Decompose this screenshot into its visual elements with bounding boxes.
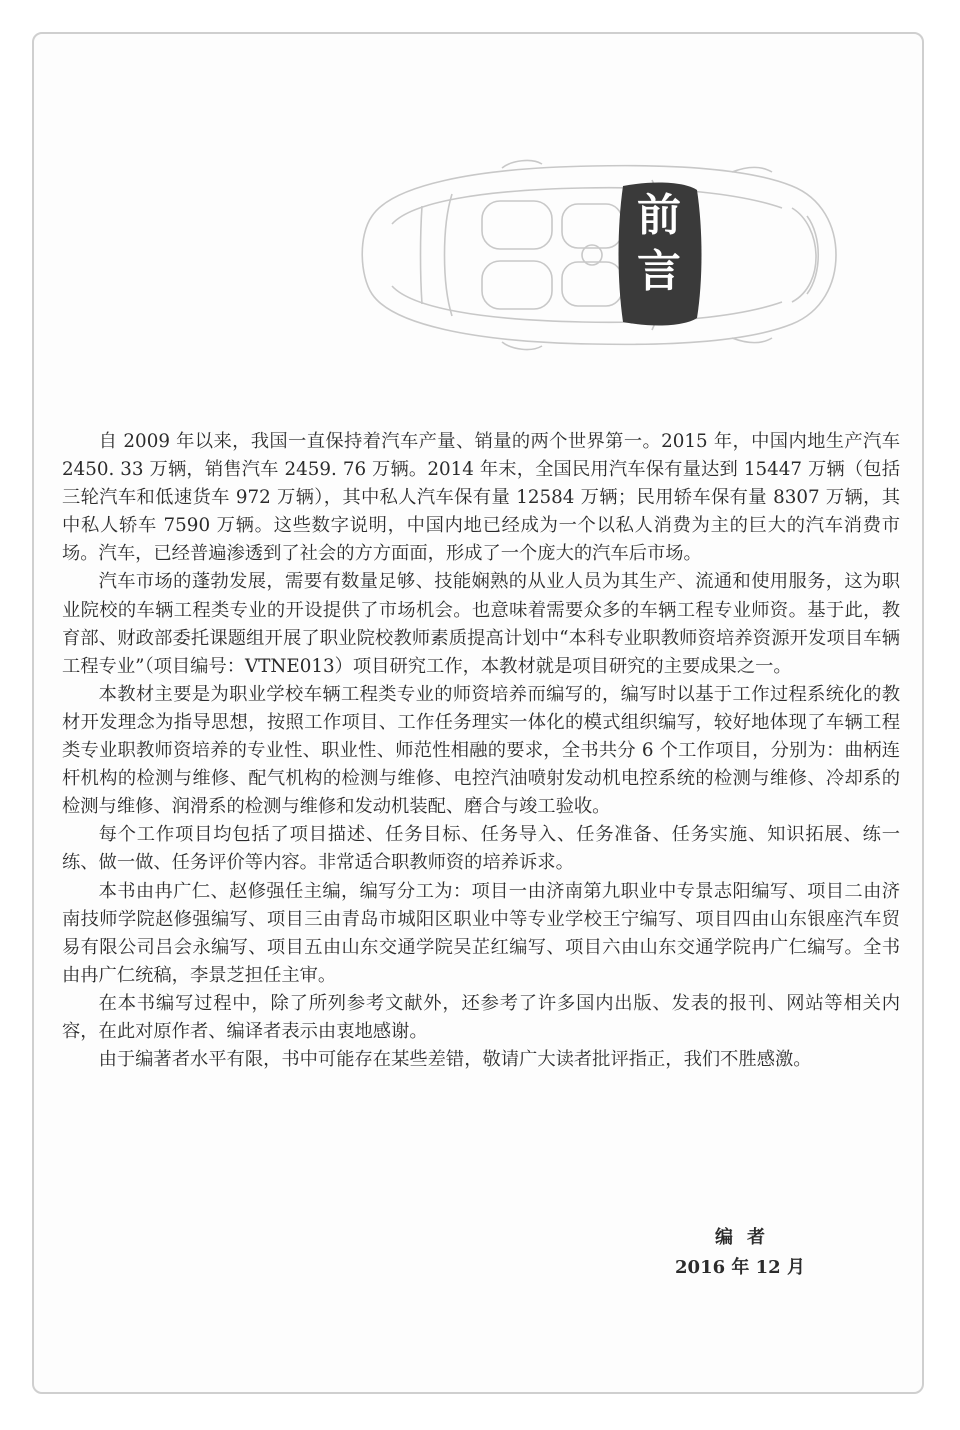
- paragraph-1: 自 2009 年以来，我国一直保持着汽车产量、销量的两个世界第一。2015 年，中国内地生产汽车 2450. 33 万辆，销售汽车 2459. 76 万辆。2014 年末，全国民用汽车保有量达到 15447 万辆（包括三轮汽车和低速货车 972 万辆），其中私人汽车保有量 12584 万辆；民用轿车保有量 8307 万辆，其中私人轿车 7590 万辆。这些数字说明，中国内地已经成为一个以私人消费为主的巨大的汽车消费市场。汽车，已经普遍渗透到了社会的方方面面，形成了一个庞大的汽车后市场。: [62, 431, 900, 565]
- preface-body: [62, 428, 900, 1074]
- author-signature: 编者: [715, 1227, 779, 1248]
- signature-block: [660, 1223, 820, 1283]
- title-char-1: 前: [637, 190, 681, 241]
- signature-date: 2016 年 12 月: [675, 1257, 805, 1278]
- paragraph-7: 由于编著者水平有限，书中可能存在某些差错，敬请广大读者批评指正，我们不胜感激。: [98, 1049, 812, 1071]
- paragraph-4: 每个工作项目均包括了项目描述、任务目标、任务导入、任务准备、任务实施、知识拓展、练一练、做一做、任务评价等内容。非常适合职教师资的培养诉求。: [62, 824, 900, 874]
- paragraph-2: 汽车市场的蓬勃发展，需要有数量足够、技能娴熟的从业人员为其生产、流通和使用服务，这为职业院校的车辆工程类专业的开设提供了市场机会。也意味着需要众多的车辆工程专业师资。基于此，教育部、财政部委托课题组开展了职业院校教师素质提高计划中“本科专业职教师资培养资源开发项目车辆工程专业”（项目编号：VTNE013）项目研究工作，本教材就是项目研究的主要成果之一。: [62, 571, 900, 677]
- page-title: [615, 188, 703, 300]
- car-outline-illustration: [352, 146, 840, 364]
- paragraph-5: 本书由冉广仁、赵修强任主编，编写分工为：项目一由济南第九职业中专景志阳编写、项目二由济南技师学院赵修强编写、项目三由青岛市城阳区职业中等专业学校王宁编写、项目四由山东银座汽车贸易有限公司吕会永编写、项目五由山东交通学院吴芷红编写、项目六由山东交通学院冉广仁编写。全书由冉广仁统稿，李景芝担任主审。: [62, 880, 900, 986]
- paragraph-3: 本教材主要是为职业学校车辆工程类专业的师资培养而编写的，编写时以基于工作过程系统化的教材开发理念为指导思想，按照工作项目、工作任务理实一体化的模式组织编写，较好地体现了车辆工程类专业职教师资培养的专业性、职业性、师范性相融的要求，全书共分 6 个工作项目，分别为：曲柄连杆机构的检测与维修、配气机构的检测与维修、电控汽油喷射发动机电控系统的检测与维修、冷却系的检测与维修、润滑系的检测与维修和发动机装配、磨合与竣工验收。: [62, 683, 900, 818]
- paragraph-6: 在本书编写过程中，除了所列参考文献外，还参考了许多国内出版、发表的报刊、网站等相关内容，在此对原作者、编译者表示由衷地感谢。: [62, 992, 900, 1042]
- title-char-2: 言: [637, 246, 681, 297]
